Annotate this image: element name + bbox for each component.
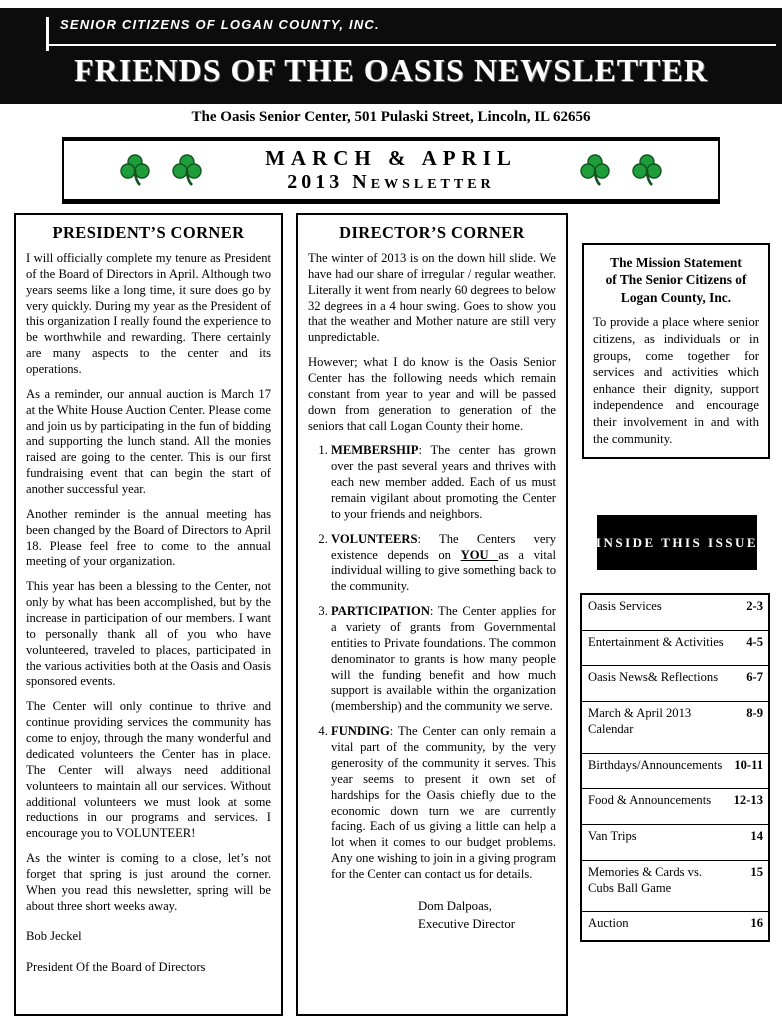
toc-title: Van Trips — [588, 829, 637, 844]
toc-row — [582, 825, 768, 861]
toc-page: 4-5 — [746, 634, 763, 649]
directors-corner-heading: DIRECTOR’S CORNER — [339, 223, 525, 242]
list-item-label: MEMBERSHIP — [331, 443, 419, 458]
shamrock-group-left — [119, 153, 203, 187]
shamrock-icon — [171, 153, 203, 187]
toc-row — [582, 666, 768, 702]
toc-row — [582, 595, 768, 631]
presidents-corner-heading: PRESIDENT’S CORNER — [52, 223, 245, 242]
mission-body-text: To provide a place where senior citizens, as individuals or in groups, come together for services and activities which enhance their dignity, support independence and encourage their involvement in and with the community. — [593, 315, 759, 446]
list-item — [331, 604, 556, 715]
toc-row — [582, 912, 768, 940]
director-paragraph: The winter of 2013 is on the down hill slide. We have had our share of irregular / regular weather. Literally it went from nearly 60 degrees to below 32 degrees in a 4 hour swing. Goes to show you that the weather and Mother nature are still very unpredictable. — [308, 251, 556, 345]
list-item — [331, 532, 556, 595]
list-item-label: FUNDING — [331, 724, 390, 739]
issue-banner — [62, 137, 720, 204]
president-signature-name: Bob Jeckel — [26, 928, 82, 943]
issue-title — [265, 146, 517, 194]
toc-title: Food & Announcements — [588, 793, 712, 808]
shamrock-icon — [631, 153, 663, 187]
director-signature-name: Dom Dalpoas, — [418, 898, 492, 913]
mission-heading-line: of The Senior Citizens of — [605, 272, 747, 288]
director-paragraph: However; what I do know is the Oasis Senior Center has the following needs which remain constant from year to year and will be passed down from generation to generation of the seniors that call Logan County their home. — [308, 355, 556, 433]
page-header — [0, 8, 782, 104]
address-line: The Oasis Senior Center, 501 Pulaski Street, Lincoln, IL 62656 — [191, 109, 591, 125]
toc-page: 16 — [750, 916, 763, 931]
president-paragraph: The Center will only continue to thrive and continue providing services the community has come to enjoy, through the many wonderful and dedicated volunteers the Center has in place. The Center will always need additional volunteers to maintain all our services. Without additional volunteers we must look at some reductions in our programs and services. I encourage you to VOLUNTEER! — [26, 699, 271, 841]
list-item-label: PARTICIPATION — [331, 604, 430, 619]
issue-year-line: 2013 Newsletter — [287, 171, 495, 193]
list-item-text: : The Center applies for a variety of grants from Governmental entities to Private foundations. The common denominator to grants is how many people will the funding benefit and how much support is available within the organization (membership) and the community we serve. — [331, 604, 556, 714]
shamrock-group-right — [579, 153, 663, 187]
shamrock-icon — [579, 153, 611, 187]
toc-table — [580, 593, 770, 942]
directors-corner — [296, 213, 568, 1016]
director-needs-list — [314, 443, 556, 882]
list-item — [331, 724, 556, 883]
list-item-text: as a vital individual willing to give something back to the community. — [331, 547, 556, 594]
list-item-text: : The center has grown over the past several years and thrives with each new member added. Each of us must remain vigilant about promoting the Center to your friends and neighbors. — [331, 443, 556, 521]
president-paragraph: As a reminder, our annual auction is March 17 at the White House Auction Center. Please come and join us by participating in the fun of bidding and supporting the lunch stand. All the monies raised are going to the center. This is our first fundraising event that can begin the start of another successful year. — [26, 386, 271, 497]
director-signature — [308, 897, 556, 934]
president-paragraph: This year has been a blessing to the Center, not only by what has been accomplished, but by the increase in participation of our members. I want to personally thank all of you who have volunteered, traveled to places, participated in the various activities both at the Oasis and Oasis sponsored events. — [26, 579, 271, 689]
list-item-label: VOLUNTEERS — [331, 531, 418, 546]
header-divider — [46, 44, 776, 46]
toc-page: 15 — [750, 864, 763, 879]
president-paragraph: As the winter is coming to a close, let’s not forget that spring is just around the corner. When you read this newsletter, spring will be about three short weeks away. — [26, 851, 271, 913]
toc-page: 8-9 — [746, 706, 763, 721]
toc-title: Oasis News& Reflections — [588, 670, 719, 685]
toc-title: Auction — [588, 916, 629, 931]
toc-page: 2-3 — [746, 599, 763, 613]
toc-title: Oasis Services — [588, 599, 662, 613]
toc-row — [582, 861, 768, 912]
toc-title: Entertainment & Activities — [588, 634, 724, 649]
toc-page: 6-7 — [746, 670, 763, 685]
inside-this-issue-banner: INSIDE THIS ISSUE — [597, 515, 757, 570]
presidents-corner — [14, 213, 283, 1016]
list-item-text: : The Center can only remain a vital part of the community, by the very generosity of the community it serves. This year seems to present it own set of hardships for the Oasis chiefly due to the economic down turn we are currently facing. Each of us giving a little can help a lot when it comes to our budget problems. Any one wishing to join in a giving program for the Center can contact us for details. — [331, 724, 556, 881]
toc-page: 10-11 — [734, 757, 763, 772]
mission-statement-box — [582, 243, 770, 459]
issue-month-line: MARCH & APRIL — [265, 146, 517, 170]
toc-title: Memories & Cards vs. Cubs Ball Game — [588, 864, 703, 895]
org-name: SENIOR CITIZENS OF LOGAN COUNTY, INC. — [60, 17, 380, 32]
president-paragraph: Another reminder is the annual meeting has been changed by the Board of Directors to April 18. Please feel free to come to the annual meeting of your organization. — [26, 506, 271, 569]
director-signature-title: Executive Director — [418, 917, 515, 932]
president-paragraph: I will officially complete my tenure as President of the Board of Directors in April. Although two years seems like a long time, it sure does go by very quickly. During my year as the President of this organization I really found the experience to be worthwhile and rewarding. There certainly are many aspects to the center and its operations. — [26, 251, 271, 377]
toc-row — [582, 631, 768, 667]
shamrock-icon — [119, 153, 151, 187]
toc-page: 14 — [750, 829, 763, 844]
list-item — [331, 443, 556, 522]
mission-heading-line: Logan County, Inc. — [620, 289, 732, 305]
toc-title: March & April 2013 Calendar — [588, 706, 692, 736]
toc-row — [582, 702, 768, 753]
toc-row — [582, 789, 768, 825]
toc-row — [582, 754, 768, 790]
newsletter-title: FRIENDS OF THE OASIS NEWSLETTER — [74, 52, 708, 88]
toc-page: 12-13 — [733, 793, 763, 808]
toc-title: Birthdays/Announcements — [588, 757, 723, 772]
mission-heading-line: The Mission Statement — [610, 255, 742, 270]
president-signature-title: President Of the Board of Directors — [26, 959, 206, 974]
list-item-text: : The Centers very existence depends on — [331, 531, 556, 562]
list-item-emphasis: YOU — [460, 547, 499, 562]
